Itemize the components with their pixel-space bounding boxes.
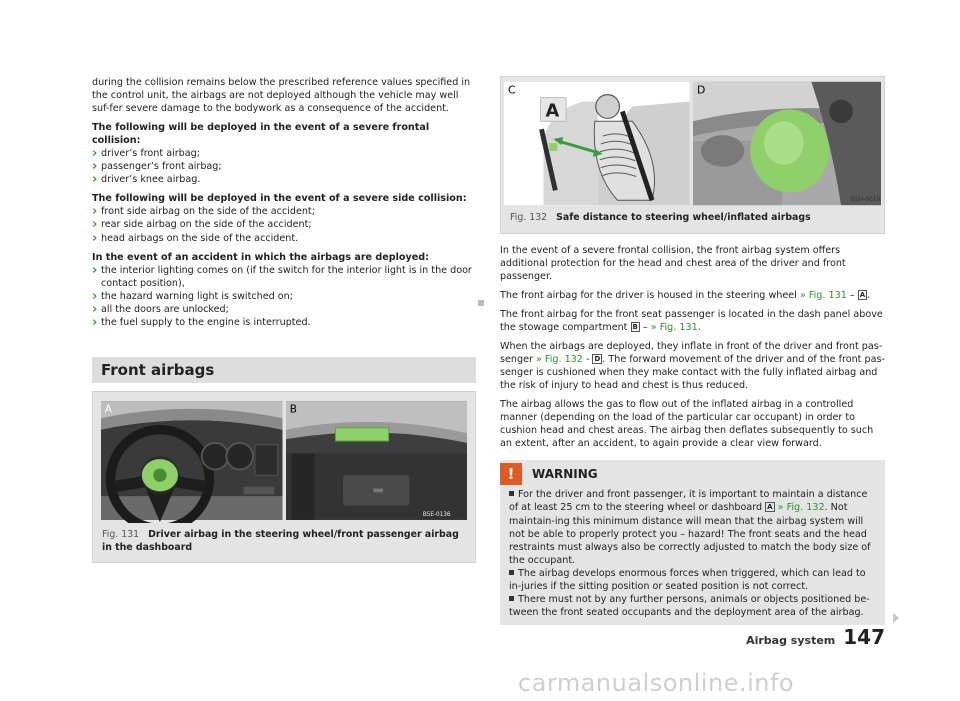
- dashboard-airbag-image: [286, 398, 468, 523]
- page-number: 147: [843, 625, 885, 649]
- key-label-a: A: [859, 290, 866, 299]
- figure-code: B5H-0019: [850, 197, 880, 204]
- side-heading: The following will be deployed in the event of a severe side collision:: [92, 193, 467, 205]
- safe-distance-diagram: [504, 81, 690, 206]
- list-item: › passenger’s front airbag;: [92, 160, 476, 173]
- list-item: › all the doors are unlocked;: [92, 303, 476, 316]
- page-footer: [746, 624, 885, 651]
- paragraph: The front airbag for the front seat passenger is located in the dash panel above the stowage compartment B – » Fig. 131.: [500, 308, 883, 334]
- list-item: › the interior lighting comes on (if the switch for the interior light is in the door contact position),: [92, 264, 476, 290]
- warning-box: [500, 460, 885, 624]
- figure-132: [500, 76, 885, 234]
- accident-list: [92, 264, 476, 329]
- section-end-mark: [478, 300, 484, 306]
- figure-caption: [93, 523, 475, 563]
- figure-label-d: D: [696, 83, 705, 97]
- figure-code: B5E-0136: [422, 511, 450, 518]
- steering-wheel-airbag-image: [101, 398, 283, 523]
- left-column: [92, 76, 476, 563]
- figure-131: [92, 391, 476, 564]
- figure-label-b: B: [289, 403, 297, 416]
- accident-heading: In the event of an accident in which the airbags are deployed:: [92, 251, 429, 263]
- key-label-a: A: [767, 503, 773, 512]
- paragraph: The front airbag for the driver is housed in the steering wheel » Fig. 131 – A .: [500, 289, 871, 301]
- list-item: › the fuel supply to the engine is interrupted.: [92, 316, 476, 329]
- list-item: › head airbags on the side of the accident.: [92, 232, 476, 245]
- warning-item: For the driver and front passenger, it is important to maintain a distance of at least 25 cm to the steering wheel or dashboard A » Fig. 132. Not maintain-ing this minimum distance will mean that the airbag system will not be able to properly protect you – hazard! The front seats and the head restraints must always also be correctly adjusted to match the body size of the occupant.: [509, 489, 871, 566]
- square-bullet-icon: [509, 491, 514, 496]
- watermark: carmanualsonline.info: [518, 669, 795, 697]
- side-list: [92, 205, 476, 244]
- figure-link[interactable]: » Fig. 132: [777, 502, 825, 514]
- figure-title: Safe distance to steering wheel/inflated airbags: [556, 212, 811, 223]
- key-label-b: B: [632, 323, 638, 332]
- figure-label-a: A: [104, 403, 112, 416]
- figure-title: Driver airbag in the steering wheel/front passenger airbag in the dashboard: [102, 528, 459, 553]
- list-item: › the hazard warning light is switched on;: [92, 290, 476, 303]
- list-item: › front side airbag on the side of the accident;: [92, 205, 476, 218]
- warning-item: There must not by any further persons, animals or objects positioned be-tween the front seated occupants and the deployment area of the airbag.: [509, 593, 870, 618]
- figure-link[interactable]: » Fig. 131: [799, 289, 847, 301]
- intro-paragraph: during the collision remains below the prescribed reference values specified in the control unit, the airbags are not deployed although the vehicle may well suf-fer severe damage to the bodywork as a consequence of the accident.: [92, 77, 471, 115]
- continue-arrow-icon: [893, 613, 899, 623]
- warning-title: WARNING: [532, 467, 598, 482]
- section-title-front-airbags: Front airbags: [92, 357, 476, 383]
- figure-link[interactable]: » Fig. 132: [535, 354, 583, 366]
- paragraph: When the airbags are deployed, they inflate in front of the driver and front pas-senger » Fig. 132 - D . The forward movement of the driver and of the front pas-senger is cushioned when they make contact with the fully inflated airbag and the risk of injury to head and chest is thus reduced.: [500, 341, 885, 392]
- key-label-d: D: [594, 355, 601, 364]
- list-item: › driver’s front airbag;: [92, 147, 476, 160]
- figure-caption: [501, 206, 884, 233]
- list-item: › rear side airbag on the side of the accident;: [92, 218, 476, 231]
- footer-section-title: Airbag system: [746, 634, 836, 648]
- frontal-list: [92, 147, 476, 186]
- figure-number: Fig. 132: [510, 212, 548, 223]
- warning-icon: !: [500, 463, 522, 485]
- frontal-heading: The following will be deployed in the event of a severe frontal collision:: [92, 122, 430, 147]
- inflated-airbags-image: [693, 81, 881, 206]
- paragraph: In the event of a severe frontal collision, the front airbag system offers additional protection for the head and chest area of the driver and front passenger.: [500, 244, 846, 282]
- right-column: [500, 76, 885, 625]
- list-item: › driver’s knee airbag.: [92, 173, 476, 186]
- figure-number: Fig. 131: [102, 528, 140, 540]
- paragraph: The airbag allows the gas to flow out of the inflated airbag in a controlled manner (depending on the load of the particular car occupant) in order to cushion head and chest areas. The airbag then deflates subsequently to such an extent, after an accident, to again provide a clear view forward.: [500, 399, 874, 450]
- warning-item: The airbag develops enormous forces when triggered, which can lead to in-juries if the sitting position or seated position is not correct.: [509, 567, 866, 592]
- square-bullet-icon: [509, 596, 514, 601]
- diagram-label-a: A: [545, 101, 560, 122]
- figure-link[interactable]: » Fig. 131: [650, 322, 698, 334]
- figure-label-c: C: [507, 83, 516, 97]
- square-bullet-icon: [509, 570, 514, 575]
